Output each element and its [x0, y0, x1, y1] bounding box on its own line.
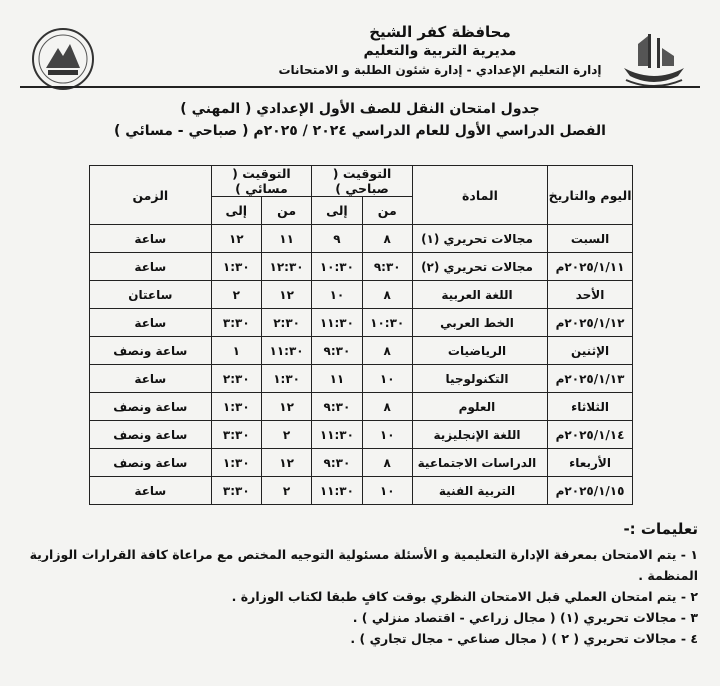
duration-cell: ساعتان	[90, 281, 212, 309]
schedule-subtitle: الفصل الدراسي الأول للعام الدراسي ٢٠٢٤ / ٢٠٢٥م ( صباحي - مسائي )	[114, 123, 606, 139]
duration-cell: ساعة ونصف	[90, 337, 212, 365]
morning-to-cell: ٩	[312, 225, 362, 253]
evening-to-cell: ٣:٣٠	[211, 421, 261, 449]
schedule-title: جدول امتحان النقل للصف الأول الإعدادي ( المهني )	[180, 101, 540, 117]
header-evening-time: التوقيت ( مسائي )	[211, 166, 312, 197]
morning-from-cell: ١٠	[362, 477, 412, 505]
instruction-item: ٤ - مجالات تحريري ( ٢ ) ( مجال صناعي - مجال تجاري ) .	[350, 631, 698, 646]
exam-schedule-table	[89, 165, 633, 505]
duration-cell: ساعة	[90, 365, 212, 393]
day-date: ٢٠٢٥/١/١٣م	[548, 365, 633, 393]
morning-to-cell: ٩:٣٠	[312, 393, 362, 421]
subject-cell: اللغة الإنجليزية	[412, 421, 547, 449]
instruction-item: ١ - يتم الامتحان بمعرفة الإدارة التعليمية و الأسئلة مسئولية التوجيه المختص مع مراعاة كافة القرارات الوزارية	[29, 547, 698, 562]
governorate-name: محافظة كفر الشيخ	[369, 23, 511, 41]
table-row	[90, 309, 633, 337]
morning-to-cell: ١١	[312, 365, 362, 393]
evening-from-cell: ١١	[261, 225, 311, 253]
day-date: ٢٠٢٥/١/١٤م	[548, 421, 633, 449]
morning-from-cell: ٩:٣٠	[362, 253, 412, 281]
governorate-logo-icon	[618, 24, 690, 90]
morning-to-cell: ١١:٣٠	[312, 309, 362, 337]
duration-cell: ساعة	[90, 225, 212, 253]
morning-from-cell: ٨	[362, 337, 412, 365]
day-name: الثلاثاء	[548, 393, 633, 421]
evening-from-cell: ١٢	[261, 449, 311, 477]
morning-from-cell: ١٠	[362, 421, 412, 449]
table-row	[90, 421, 633, 449]
morning-to-cell: ١١:٣٠	[312, 421, 362, 449]
duration-cell: ساعة	[90, 309, 212, 337]
table-row	[90, 337, 633, 365]
morning-from-cell: ٨	[362, 393, 412, 421]
header-morning-from: من	[362, 197, 412, 225]
morning-from-cell: ٨	[362, 281, 412, 309]
subject-cell: التربية الفنية	[412, 477, 547, 505]
day-name: الأحد	[548, 281, 633, 309]
instruction-item: المنظمة .	[638, 568, 698, 583]
instructions-heading: تعليمات :-	[623, 520, 698, 538]
instruction-item: ٢ - يتم امتحان العملي قبل الامتحان النظري بوقت كافٍ طبقا لكتاب الوزارة .	[231, 589, 698, 604]
header-subject: المادة	[412, 166, 547, 225]
instructions-section	[20, 518, 698, 649]
table-row	[90, 449, 633, 477]
evening-to-cell: ٢	[211, 281, 261, 309]
instruction-item: ٣ - مجالات تحريري (١) ( مجال زراعي - اقتصاد منزلي ) .	[352, 610, 698, 625]
table-row	[90, 281, 633, 309]
subject-cell: العلوم	[412, 393, 547, 421]
subject-cell: التكنولوجيا	[412, 365, 547, 393]
evening-from-cell: ٢:٣٠	[261, 309, 311, 337]
directorate-name: مديرية التربية والتعليم	[363, 43, 517, 59]
morning-to-cell: ١٠:٣٠	[312, 253, 362, 281]
header-morning-to: إلى	[312, 197, 362, 225]
subject-cell: الخط العربي	[412, 309, 547, 337]
day-date: ٢٠٢٥/١/١٥م	[548, 477, 633, 505]
morning-from-cell: ٨	[362, 225, 412, 253]
day-name: الأربعاء	[548, 449, 633, 477]
morning-to-cell: ١٠	[312, 281, 362, 309]
morning-to-cell: ٩:٣٠	[312, 337, 362, 365]
evening-to-cell: ١	[211, 337, 261, 365]
evening-from-cell: ١٢	[261, 281, 311, 309]
administration-name: إدارة التعليم الإعدادي - إدارة شئون الطلبة و الامتحانات	[278, 63, 602, 77]
morning-from-cell: ٨	[362, 449, 412, 477]
subject-cell: مجالات تحريري (١)	[412, 225, 547, 253]
duration-cell: ساعة	[90, 253, 212, 281]
evening-to-cell: ٢:٣٠	[211, 365, 261, 393]
evening-from-cell: ٢	[261, 421, 311, 449]
duration-cell: ساعة ونصف	[90, 421, 212, 449]
header-duration: الزمن	[90, 166, 212, 225]
day-name: السبت	[548, 225, 633, 253]
morning-to-cell: ٩:٣٠	[312, 449, 362, 477]
evening-to-cell: ١:٣٠	[211, 253, 261, 281]
evening-to-cell: ١:٣٠	[211, 393, 261, 421]
header-evening-from: من	[261, 197, 311, 225]
header-evening-to: إلى	[211, 197, 261, 225]
morning-to-cell: ١١:٣٠	[312, 477, 362, 505]
header-divider	[20, 86, 700, 88]
day-date: ٢٠٢٥/١/١١م	[548, 253, 633, 281]
evening-from-cell: ١:٣٠	[261, 365, 311, 393]
document-header	[270, 22, 610, 79]
duration-cell: ساعة ونصف	[90, 449, 212, 477]
duration-cell: ساعة	[90, 477, 212, 505]
education-ministry-logo-icon	[30, 26, 96, 92]
duration-cell: ساعة ونصف	[90, 393, 212, 421]
day-date: ٢٠٢٥/١/١٢م	[548, 309, 633, 337]
document-titles	[0, 98, 720, 142]
morning-from-cell: ١٠	[362, 365, 412, 393]
morning-from-cell: ١٠:٣٠	[362, 309, 412, 337]
evening-to-cell: ١:٣٠	[211, 449, 261, 477]
evening-from-cell: ١٢	[261, 393, 311, 421]
evening-from-cell: ١٢:٣٠	[261, 253, 311, 281]
evening-to-cell: ٣:٣٠	[211, 309, 261, 337]
subject-cell: الرياضيات	[412, 337, 547, 365]
table-row	[90, 253, 633, 281]
evening-from-cell: ٢	[261, 477, 311, 505]
evening-to-cell: ٣:٣٠	[211, 477, 261, 505]
subject-cell: اللغة العربية	[412, 281, 547, 309]
header-morning-time: التوقيت ( صباحي )	[312, 166, 413, 197]
table-row	[90, 477, 633, 505]
table-row	[90, 225, 633, 253]
table-row	[90, 365, 633, 393]
day-name: الإثنين	[548, 337, 633, 365]
evening-to-cell: ١٢	[211, 225, 261, 253]
header-day-date: اليوم والتاريخ	[548, 166, 633, 225]
subject-cell: مجالات تحريري (٢)	[412, 253, 547, 281]
table-row	[90, 393, 633, 421]
subject-cell: الدراسات الاجتماعية	[412, 449, 547, 477]
evening-from-cell: ١١:٣٠	[261, 337, 311, 365]
